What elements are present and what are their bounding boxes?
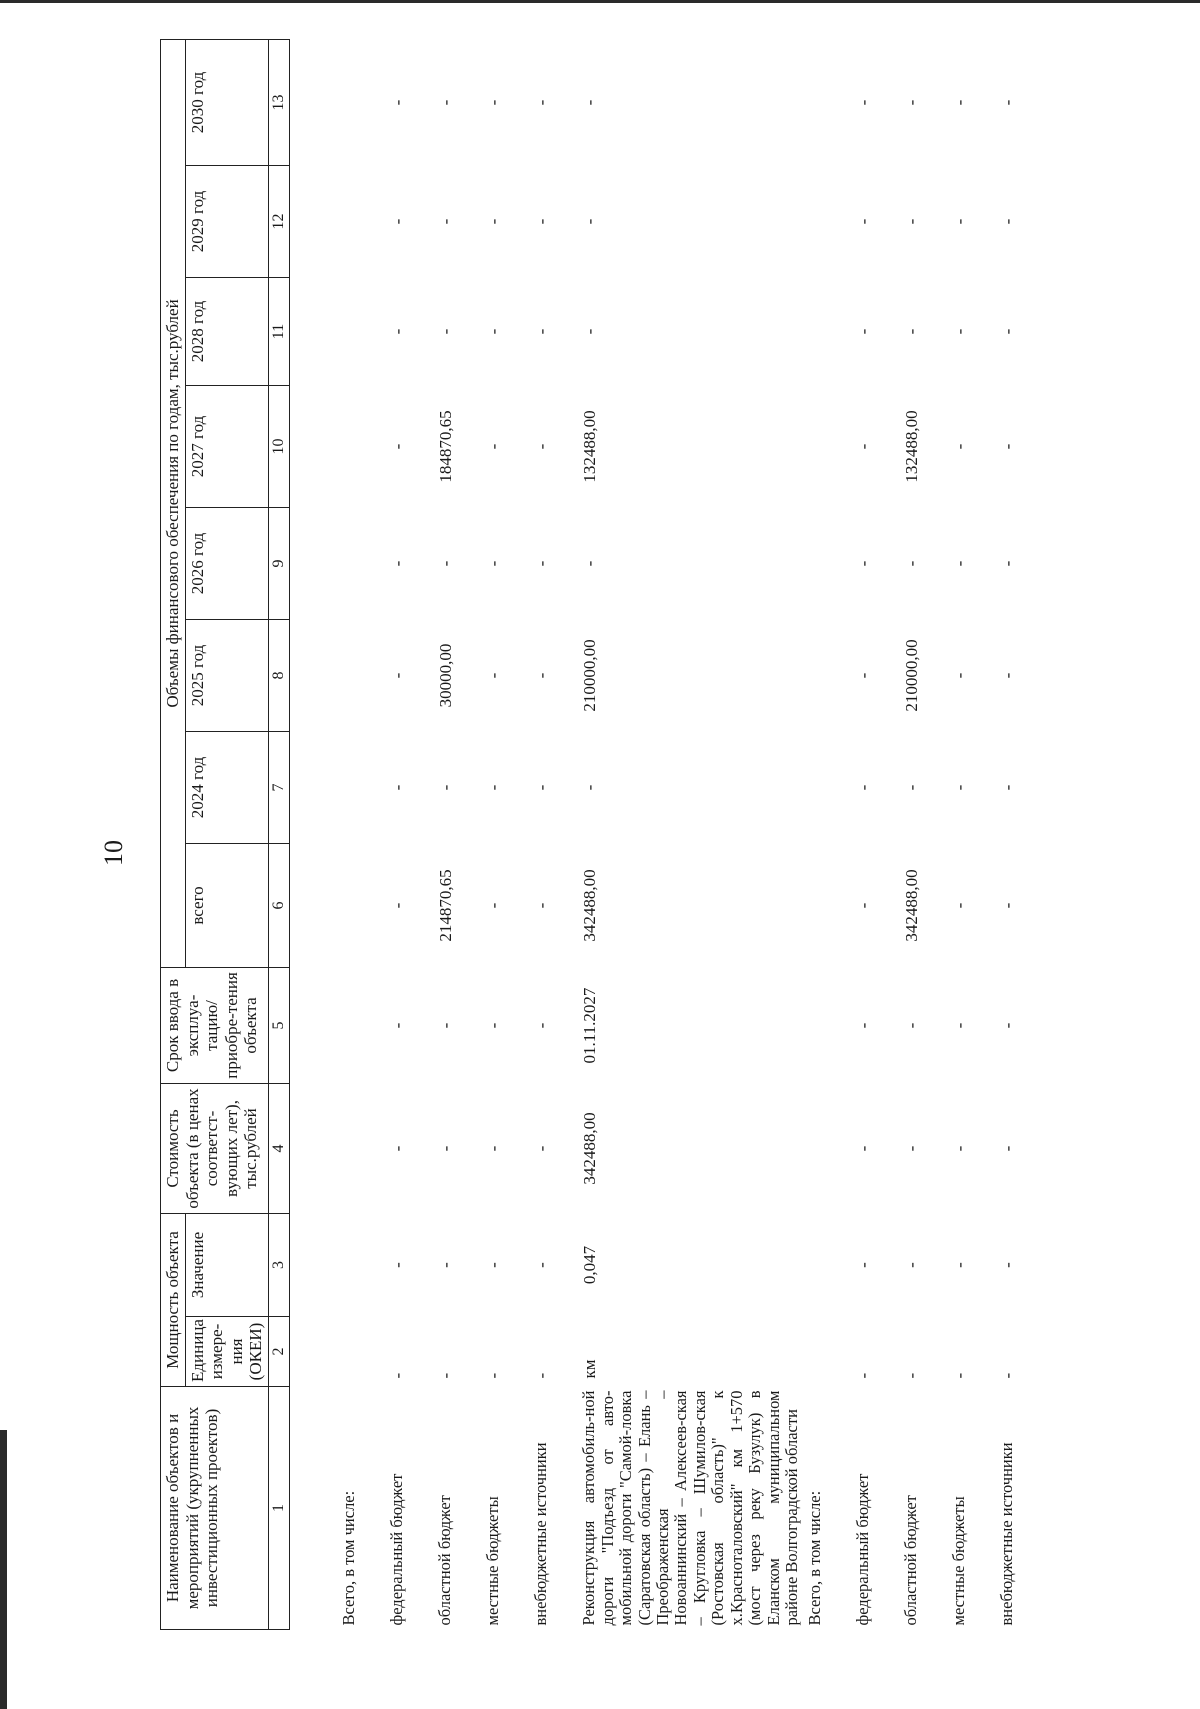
cell-unit <box>338 1317 386 1387</box>
cell-2030: - <box>436 99 456 106</box>
cell-total: - <box>997 902 1017 909</box>
cell-cost: - <box>484 1145 504 1152</box>
column-number: 9 <box>268 508 289 620</box>
cell-2030: - <box>388 99 408 106</box>
cell-total: 342488,00 <box>901 869 921 942</box>
row-name: местные бюджеты <box>483 1496 503 1626</box>
cell-cost: - <box>436 1145 456 1152</box>
cell-2028: - <box>436 328 456 335</box>
cell-value: - <box>997 1262 1017 1268</box>
row-name: местные бюджеты <box>948 1496 968 1626</box>
header-2029: 2029 год <box>185 166 268 278</box>
cell-2027: 184870,65 <box>436 410 456 483</box>
cell-unit: - <box>901 1372 921 1379</box>
cell-value: - <box>388 1262 408 1268</box>
column-number: 10 <box>268 386 289 508</box>
cell-2029 <box>804 166 852 278</box>
header-cost: Стоимость объекта (в ценах соответст-вующих лет), тыс.рублей <box>161 1084 269 1214</box>
cell-2027: - <box>388 443 408 450</box>
column-number: 5 <box>268 968 289 1084</box>
cell-total: - <box>532 902 552 909</box>
cell-2024: - <box>484 784 504 791</box>
cell-2025: - <box>484 672 504 679</box>
cell-2028: - <box>901 328 921 335</box>
cell-2027 <box>804 386 852 508</box>
cell-2029: - <box>853 218 873 225</box>
header-name: Наименование объектов и мероприятий (укрупненных инвестиционных проектов) <box>161 1387 269 1630</box>
cell-unit: - <box>484 1372 504 1379</box>
cell-2024: - <box>853 784 873 791</box>
cell-2028: - <box>484 328 504 335</box>
cell-2030: - <box>532 99 552 106</box>
table-row <box>996 39 1044 1629</box>
cell-2028: - <box>853 328 873 335</box>
cell-2025: - <box>997 672 1017 679</box>
cell-value <box>338 1214 386 1317</box>
cell-2027: - <box>484 443 504 450</box>
cell-unit <box>804 1317 852 1387</box>
cell-2029: - <box>901 218 921 225</box>
cell-value: - <box>853 1262 873 1268</box>
column-number: 13 <box>268 39 289 165</box>
cell-total: 342488,00 <box>580 869 600 942</box>
cell-2027: - <box>853 443 873 450</box>
header-2024: 2024 год <box>185 732 268 844</box>
cell-2026: - <box>580 560 600 567</box>
cell-2027: 132488,00 <box>901 410 921 483</box>
cell-value <box>804 1214 852 1317</box>
cell-2030: - <box>484 99 504 106</box>
cell-total: - <box>388 902 408 909</box>
row-name: областной бюджет <box>435 1495 455 1626</box>
cell-2026: - <box>853 560 873 567</box>
cell-term: - <box>484 1022 504 1029</box>
cell-total: - <box>484 902 504 909</box>
cell-cost <box>804 1084 852 1214</box>
cell-2027: - <box>949 443 969 450</box>
cell-2030 <box>338 39 386 165</box>
header-2026: 2026 год <box>185 508 268 620</box>
cell-unit: км <box>580 1359 600 1379</box>
cell-total: 214870,65 <box>436 869 456 942</box>
cell-2028 <box>338 278 386 386</box>
cell-2026 <box>338 508 386 620</box>
cell-cost: 342488,00 <box>580 1112 600 1185</box>
cell-unit: - <box>532 1372 552 1379</box>
cell-2029: - <box>997 218 1017 225</box>
cell-2025: - <box>532 672 552 679</box>
column-number: 11 <box>268 278 289 386</box>
cell-2029: - <box>949 218 969 225</box>
table-row <box>900 39 948 1629</box>
header-2030: 2030 год <box>185 39 268 165</box>
cell-2026: - <box>949 560 969 567</box>
cell-2029: - <box>580 218 600 225</box>
cell-2025: - <box>949 672 969 679</box>
cell-2029: - <box>484 218 504 225</box>
column-number: 6 <box>268 844 289 968</box>
table-row <box>530 39 578 1629</box>
cell-value: - <box>436 1262 456 1268</box>
cell-unit: - <box>436 1372 456 1379</box>
cell-2026: - <box>901 560 921 567</box>
table-row <box>338 39 386 1629</box>
cell-2030: - <box>949 99 969 106</box>
cell-term: - <box>532 1022 552 1029</box>
cell-2030: - <box>580 99 600 106</box>
header-value: Значение <box>185 1214 268 1317</box>
cell-term: - <box>901 1022 921 1029</box>
project-name: Реконструкция автомобиль-ной дороги "Подъезд от авто-мобильной дороги "Самой-ловка (Саратовская область) – Елань – Преображенская – Новоаннинский – Алексеев-ская – Кругловка – Шумилов-ская (Ростовская область)" к х.Красноталовский" км 1+570 (мост через реку Бузулук) в Еланском муниципальном районе Волгоградской области <box>579 1390 802 1626</box>
cell-cost <box>338 1084 386 1214</box>
cell-2029: - <box>532 218 552 225</box>
cell-cost: - <box>532 1145 552 1152</box>
cell-2029 <box>338 166 386 278</box>
cell-cost: - <box>997 1145 1017 1152</box>
cell-2028: - <box>580 328 600 335</box>
table-body <box>290 39 1044 1629</box>
cell-2026: - <box>436 560 456 567</box>
cell-cost: - <box>901 1145 921 1152</box>
cell-unit: - <box>853 1372 873 1379</box>
cell-value: - <box>949 1262 969 1268</box>
cell-term: 01.11.2027 <box>580 987 600 1064</box>
cell-term <box>338 968 386 1084</box>
column-number: 2 <box>268 1317 289 1387</box>
cell-2026: - <box>388 560 408 567</box>
cell-2027: - <box>997 443 1017 450</box>
cell-term: - <box>436 1022 456 1029</box>
cell-total: - <box>949 902 969 909</box>
table-row <box>948 39 996 1629</box>
header-unit: Единица измере-ния (ОКЕИ) <box>185 1317 268 1387</box>
cell-2026: - <box>532 560 552 567</box>
cell-2024: - <box>388 784 408 791</box>
cell-term <box>804 968 852 1084</box>
table-row <box>386 39 434 1629</box>
cell-2024: - <box>580 784 600 791</box>
table-header <box>161 39 290 1629</box>
cell-term: - <box>853 1022 873 1029</box>
cell-term: - <box>949 1022 969 1029</box>
cell-2024 <box>338 732 386 844</box>
cell-term: - <box>997 1022 1017 1029</box>
header-2027: 2027 год <box>185 386 268 508</box>
cell-cost: - <box>949 1145 969 1152</box>
cell-value: - <box>532 1262 552 1268</box>
row-name: федеральный бюджет <box>387 1473 407 1626</box>
cell-2028: - <box>949 328 969 335</box>
cell-2028: - <box>388 328 408 335</box>
table-row <box>804 39 852 1629</box>
cell-2025: 30000,00 <box>436 643 456 708</box>
cell-total <box>338 844 386 968</box>
header-capacity: Мощность объекта <box>161 1214 186 1387</box>
row-name: Всего, в том числе: <box>339 1490 359 1626</box>
row-name: внебюджетные источники <box>531 1442 551 1626</box>
row-name: Всего, в том числе: <box>804 1490 824 1626</box>
cell-2030 <box>804 39 852 165</box>
table-row <box>434 39 482 1629</box>
cell-unit: - <box>997 1372 1017 1379</box>
cell-2025 <box>338 620 386 732</box>
header-2028: 2028 год <box>185 278 268 386</box>
cell-2027: 132488,00 <box>580 410 600 483</box>
column-number: 7 <box>268 732 289 844</box>
cell-2024: - <box>436 784 456 791</box>
row-name: внебюджетные источники <box>996 1442 1016 1626</box>
cell-2026: - <box>997 560 1017 567</box>
cell-2025: - <box>388 672 408 679</box>
cell-2028 <box>804 278 852 386</box>
funding-table <box>160 39 1044 1630</box>
cell-2025: - <box>853 672 873 679</box>
cell-2024: - <box>901 784 921 791</box>
row-name: федеральный бюджет <box>852 1473 872 1626</box>
cell-unit: - <box>388 1372 408 1379</box>
cell-2024: - <box>997 784 1017 791</box>
scan-edge-top <box>0 0 1200 3</box>
column-number: 8 <box>268 620 289 732</box>
cell-value: 0,047 <box>580 1245 600 1285</box>
cell-2024: - <box>532 784 552 791</box>
table-row <box>482 39 530 1629</box>
column-number: 3 <box>268 1214 289 1317</box>
cell-2024: - <box>949 784 969 791</box>
cell-2024 <box>804 732 852 844</box>
cell-term: - <box>388 1022 408 1029</box>
cell-2030: - <box>853 99 873 106</box>
cell-cost: - <box>853 1145 873 1152</box>
rotated-page-content <box>160 40 1200 1630</box>
cell-total <box>804 844 852 968</box>
page-number: 10 <box>99 840 128 866</box>
cell-total: - <box>853 902 873 909</box>
cell-2028: - <box>997 328 1017 335</box>
cell-2026: - <box>484 560 504 567</box>
cell-2027: - <box>532 443 552 450</box>
header-total: всего <box>185 844 268 968</box>
cell-2030: - <box>901 99 921 106</box>
row-name: областной бюджет <box>900 1495 920 1626</box>
cell-2028: - <box>532 328 552 335</box>
cell-2025: 210000,00 <box>901 639 921 712</box>
cell-cost: - <box>388 1145 408 1152</box>
cell-2030: - <box>997 99 1017 106</box>
cell-value: - <box>901 1262 921 1268</box>
header-term: Срок ввода в эксплуа-тацию/ приобре-тения объекта <box>161 968 269 1084</box>
column-number-row <box>268 39 289 1629</box>
cell-2025 <box>804 620 852 732</box>
column-number: 4 <box>268 1084 289 1214</box>
column-number: 1 <box>268 1387 289 1630</box>
cell-value: - <box>484 1262 504 1268</box>
cell-2029: - <box>436 218 456 225</box>
cell-2029: - <box>388 218 408 225</box>
table-row-project <box>578 39 804 1629</box>
header-funding: Объемы финансового обеспечения по годам, тыс.рублей <box>161 39 186 967</box>
cell-unit: - <box>949 1372 969 1379</box>
header-2025: 2025 год <box>185 620 268 732</box>
scan-edge-left <box>0 1430 7 1709</box>
cell-2025: 210000,00 <box>580 639 600 712</box>
cell-2026 <box>804 508 852 620</box>
table-row <box>852 39 900 1629</box>
column-number: 12 <box>268 166 289 278</box>
cell-2027 <box>338 386 386 508</box>
